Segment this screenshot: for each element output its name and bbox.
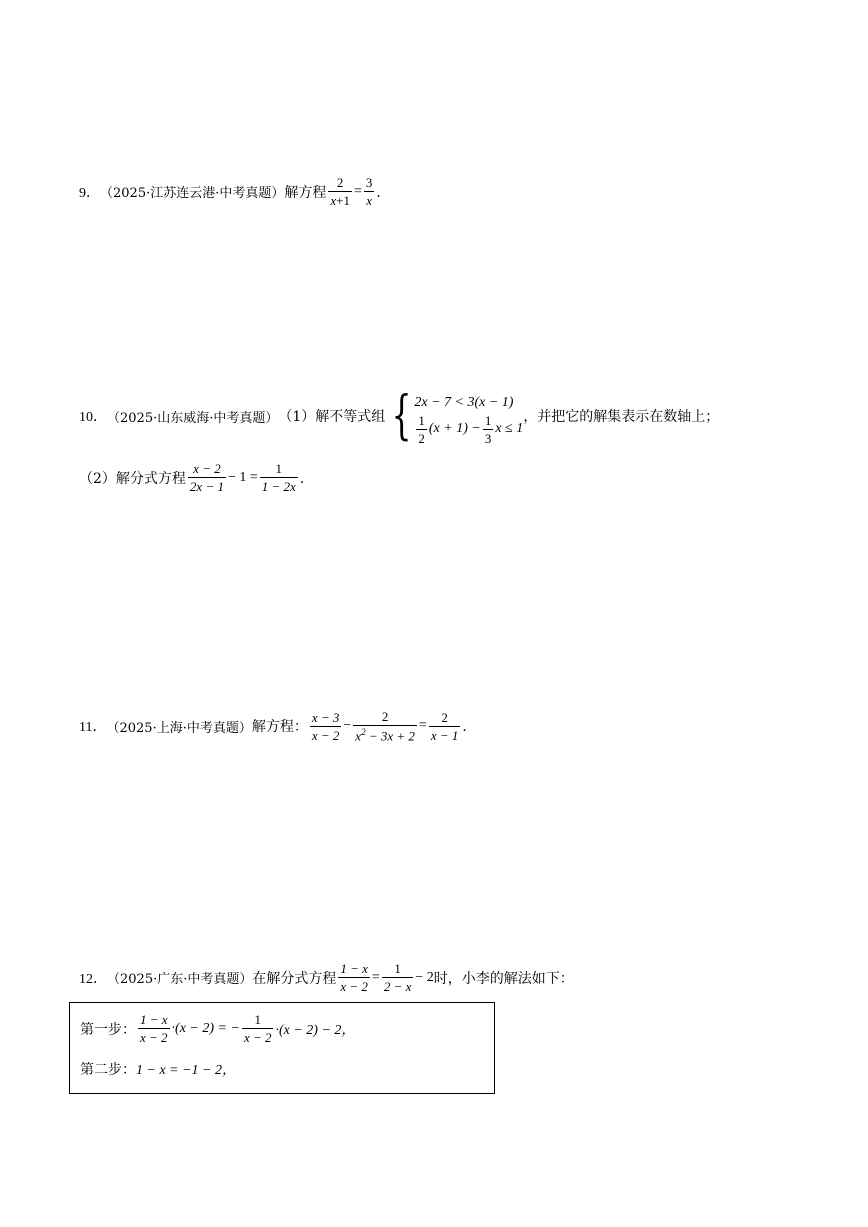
question-10 bbox=[79, 386, 720, 446]
question-number: 11． bbox=[79, 720, 107, 736]
question-text: 在解分式方程 bbox=[252, 970, 337, 987]
question-source: （2025·江苏连云港·中考真题） bbox=[100, 186, 285, 201]
fraction-2: $\frac{2}{x^2 - 3x + 2}$ bbox=[355, 709, 415, 744]
math-tail: − 2 bbox=[415, 969, 434, 985]
question-part-1: （1）解不等式组 bbox=[278, 409, 386, 425]
question-9 bbox=[79, 176, 390, 207]
period: ． bbox=[376, 184, 391, 201]
period: ． bbox=[462, 719, 477, 736]
inequality-system bbox=[414, 390, 524, 446]
equals-sign: = bbox=[353, 183, 362, 199]
question-number: 12． bbox=[79, 971, 107, 987]
fraction-1: $\frac{1 - x}{x - 2}$ bbox=[340, 961, 368, 994]
solution-step-1: 第一步： $\frac{1 - x}{x - 2}$ ·(x − 2) = − $\frac{1}{x - 2}$ ·(x − 2) − 2， bbox=[80, 1012, 356, 1045]
question-number: 10． bbox=[79, 410, 107, 425]
question-source: （2025·广东·中考真题） bbox=[107, 972, 253, 987]
fraction-lhs: $\frac{2}{x+1}$ bbox=[330, 175, 350, 208]
question-tail: 时，小李的解法如下： bbox=[433, 970, 574, 987]
inequality-1: 2x − 7 < 3(x − 1) bbox=[414, 395, 514, 410]
fraction-2: $\frac{1}{2 - x}$ bbox=[383, 961, 412, 994]
solution-step-2: 第二步： 1 − x = −1 − 2， bbox=[80, 1059, 236, 1079]
question-part-1-tail: ，并把它的解集表示在数轴上； bbox=[523, 409, 720, 425]
fraction-2: $\frac{1}{1 - 2x}$ bbox=[261, 461, 296, 494]
fraction-3: $\frac{2}{x - 1}$ bbox=[430, 709, 459, 743]
equals-sign: = bbox=[371, 969, 380, 985]
step-label: 第二步： bbox=[80, 1062, 136, 1078]
equals-sign: = bbox=[418, 718, 427, 734]
system-brace: { bbox=[391, 386, 412, 446]
question-12 bbox=[79, 962, 574, 993]
inequality-2: $\frac{1}{2}$ (x + 1) − $\frac{1}{3}$ x ≤ 1 bbox=[418, 412, 524, 446]
fraction-rhs: $\frac{3}{x}$ bbox=[365, 175, 373, 208]
math-middle: − 1 = bbox=[227, 469, 258, 485]
question-source: （2025·山东威海·中考真题） bbox=[107, 410, 279, 426]
period: ． bbox=[299, 470, 314, 487]
question-text: 解方程： bbox=[251, 719, 308, 736]
question-11 bbox=[79, 710, 476, 742]
solution-box bbox=[69, 1002, 495, 1094]
step-label: 第一步： bbox=[80, 1021, 136, 1038]
question-number: 9． bbox=[79, 185, 100, 201]
question-10-part-2 bbox=[79, 462, 314, 493]
question-source: （2025·上海·中考真题） bbox=[106, 720, 252, 736]
fraction-1: $\frac{x - 3}{x - 2}$ bbox=[311, 709, 340, 743]
fraction-1: $\frac{x - 2}{2x - 1}$ bbox=[189, 461, 224, 494]
minus-sign: − bbox=[343, 718, 352, 734]
question-part-2: （2）解分式方程 bbox=[79, 470, 186, 487]
question-text: 解方程 bbox=[284, 184, 327, 201]
